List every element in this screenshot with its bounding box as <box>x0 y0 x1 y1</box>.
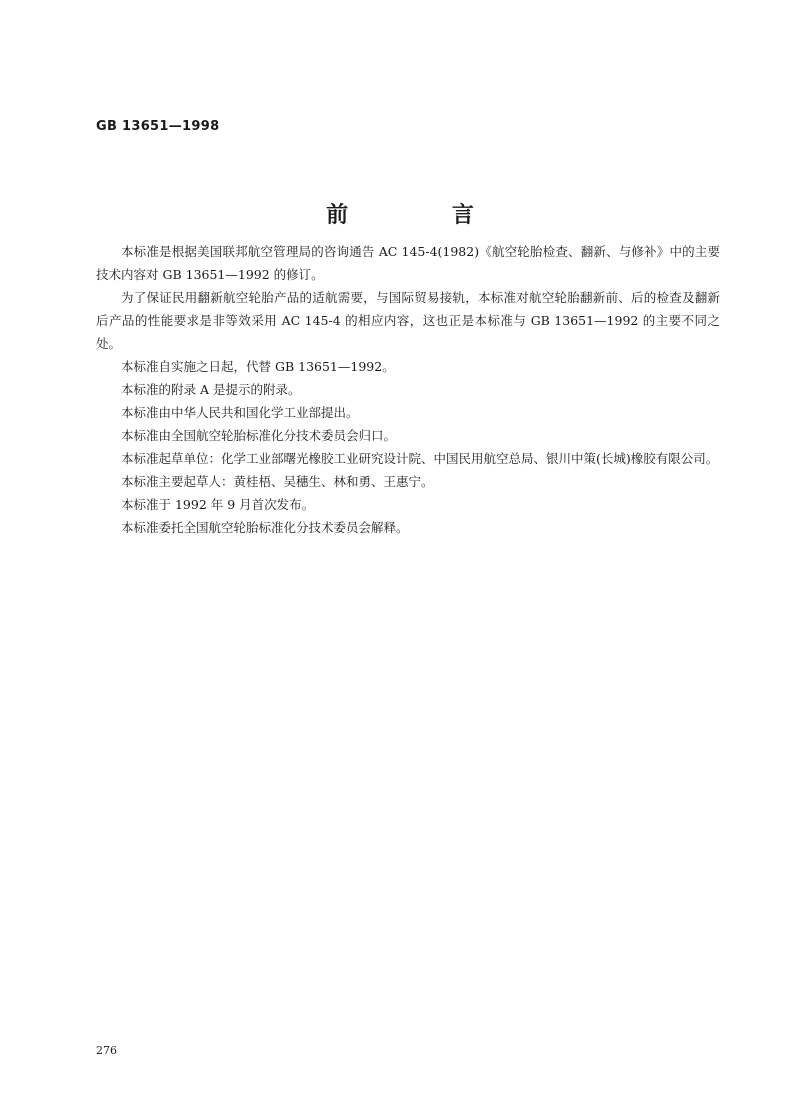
paragraph: 本标准的附录 A 是提示的附录。 <box>121 382 301 397</box>
paragraph: 本标准是根据美国联邦航空管理局的咨询通告 AC 145-4(1982)《航空轮胎检查、翻新、与修补》中的主要技术内容对 GB 13651—1992 的修订。 <box>96 244 720 282</box>
paragraph: 为了保证民用翻新航空轮胎产品的适航需要，与国际贸易接轨，本标准对航空轮胎翻新前、后的检查及翻新后产品的性能要求是非等效采用 AC 145-4 的相应内容，这也正是本标准与 GB 13651—1992 的主要不同之处。 <box>96 290 720 351</box>
page-title: 前 言 <box>326 202 522 228</box>
paragraph: 本标准由全国航空轮胎标准化分技术委员会归口。 <box>121 428 397 443</box>
paragraph: 本标准委托全国航空轮胎标准化分技术委员会解释。 <box>121 520 409 535</box>
paragraph: 本标准起草单位：化学工业部曙光橡胶工业研究设计院、中国民用航空总局、银川中策(长城)橡胶有限公司。 <box>121 451 719 466</box>
paragraph: 本标准于 1992 年 9 月首次发布。 <box>121 497 315 512</box>
preface-body <box>96 240 720 539</box>
paragraph: 本标准由中华人民共和国化学工业部提出。 <box>121 405 359 420</box>
standard-code: GB 13651—1998 <box>96 119 220 134</box>
paragraph: 本标准主要起草人：黄桂梧、吴穗生、林和勇、王惠宁。 <box>121 474 434 489</box>
paragraph: 本标准自实施之日起，代替 GB 13651—1992。 <box>121 359 395 374</box>
page-number: 276 <box>96 1044 117 1057</box>
